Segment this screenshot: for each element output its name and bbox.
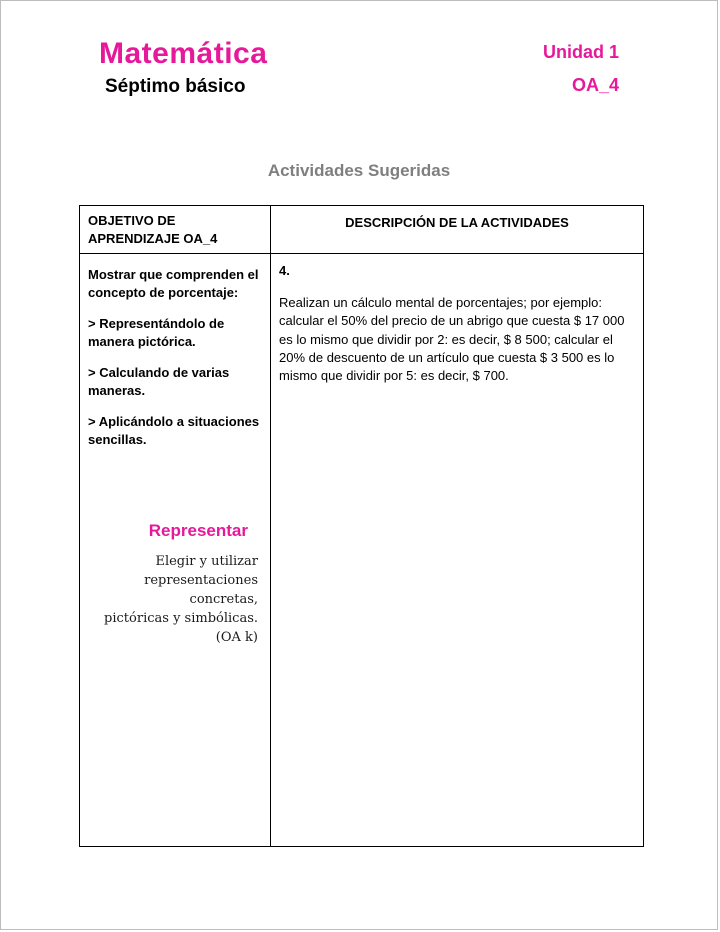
objective-intro: Mostrar que comprenden el concepto de porcentaje:	[88, 267, 259, 300]
doc-subtitle: Séptimo básico	[105, 76, 246, 97]
activity-number: 4.	[279, 263, 290, 279]
unit-label: Unidad 1	[542, 42, 619, 62]
doc-title: Matemática	[99, 37, 268, 70]
description-header-cell: DESCRIPCIÓN DE LA ACTIVIDADES	[270, 206, 643, 253]
header-left	[99, 37, 267, 98]
skill-text-line: (OA k)	[215, 629, 258, 645]
skill-text-line: Elegir y utilizar	[155, 554, 258, 570]
objective-bullet: > Calculando de varias maneras.	[88, 365, 230, 398]
header-right	[543, 37, 619, 96]
objective-bullet: > Representándolo de manera pictórica.	[88, 316, 225, 349]
activity-description: Realizan un cálculo mental de porcentajes; por ejemplo: calcular el 50% del precio de un abrigo que cuesta $ 17 000 es lo mismo que dividir por 2: es decir, $ 8 500; calcular el 20% de descuento de un artículo que cuesta $ 3 500 es lo mismo que dividir por 5: es decir, $ 700.	[279, 295, 625, 384]
objective-cell	[80, 254, 270, 846]
activities-table	[79, 205, 644, 847]
table-body-row	[80, 253, 643, 846]
table-header-row	[80, 206, 643, 253]
activity-cell	[270, 254, 643, 846]
skill-text-line: representaciones concretas,	[144, 573, 258, 608]
oa-label: OA_4	[571, 74, 619, 95]
objective-header-cell: OBJETIVO DE APRENDIZAJE OA_4	[88, 213, 218, 246]
page-header	[1, 1, 717, 98]
objective-bullet: > Aplicándolo a situaciones sencillas.	[88, 414, 260, 447]
skill-text-line: pictóricas y simbólicas.	[104, 610, 258, 626]
skill-title: Representar	[148, 521, 248, 541]
section-title: Actividades Sugeridas	[267, 161, 451, 180]
skill-block	[88, 520, 262, 647]
skill-text	[88, 553, 262, 647]
